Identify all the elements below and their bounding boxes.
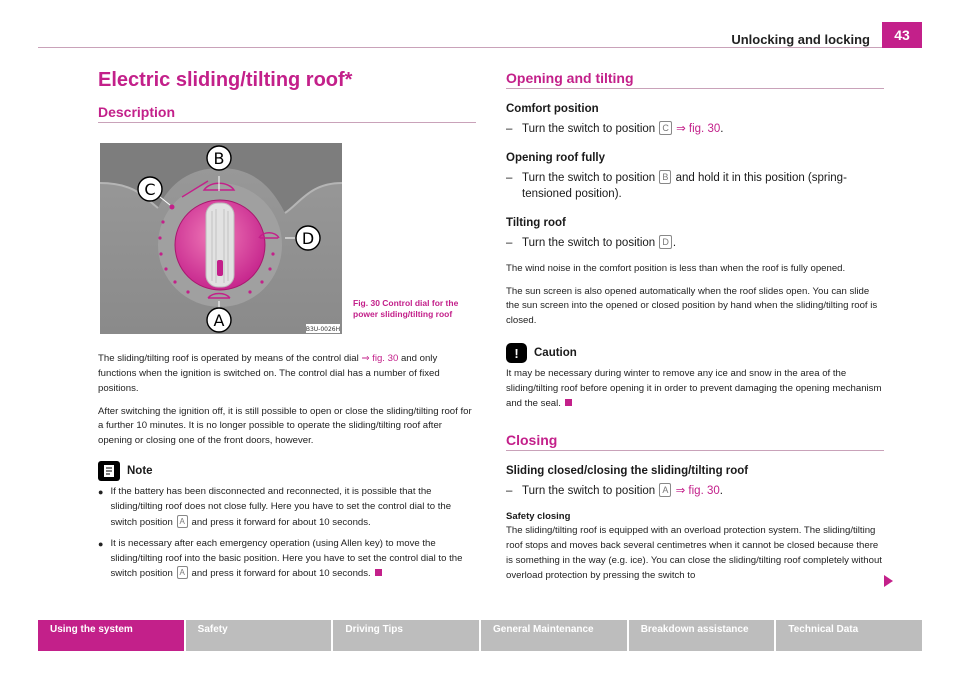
continue-arrow-icon xyxy=(884,575,893,587)
comfort-title: Comfort position xyxy=(506,103,599,115)
tilting-step: – Turn the switch to position D . xyxy=(506,237,677,250)
closing-heading: Closing xyxy=(506,431,558,448)
running-head: Unlocking and locking xyxy=(731,32,870,47)
comfort-step: – Turn the switch to position C ⇒ fig. 30. xyxy=(506,123,724,135)
heading-rule xyxy=(506,88,884,89)
description-text xyxy=(98,352,476,449)
control-dial-figure xyxy=(100,143,342,334)
opening-heading: Opening and tilting xyxy=(506,70,634,86)
nav-safety[interactable]: Safety xyxy=(186,620,332,651)
position-a-badge: A xyxy=(177,566,188,579)
nav-using-the-system[interactable]: Using the system xyxy=(38,620,184,651)
description-heading: Description xyxy=(98,104,176,120)
note-body xyxy=(98,485,476,582)
caution-body: It may be necessary during winter to remove any ice and snow in the area of the sliding/tilting roof before opening it in order to prevent damaging the opening mechanism and the seal. xyxy=(506,368,882,409)
caution-heading: ! Caution xyxy=(506,343,884,363)
left-column xyxy=(98,104,476,588)
tilting-title: Tilting roof xyxy=(506,217,566,230)
figure-30 xyxy=(98,143,476,337)
end-marker xyxy=(375,569,382,576)
paragraph-sunscreen: The sun screen is also opened automatically when the roof slides open. You can slide the sun screen into the opened or closed position by hand when the sliding/tilting roof is closed. xyxy=(506,285,878,327)
paragraph-wind: The wind noise in the comfort position is less than when the roof is fully opened. xyxy=(506,262,846,274)
label-c: C xyxy=(144,180,156,199)
fig-reference-link[interactable]: ⇒ fig. 30 xyxy=(676,123,721,135)
nav-general-maintenance[interactable]: General Maintenance xyxy=(481,620,627,651)
fig-reference-link[interactable]: ⇒ fig. 30 xyxy=(361,353,399,364)
label-b: B xyxy=(213,149,225,168)
position-a-badge: A xyxy=(659,483,671,497)
nav-breakdown-assistance[interactable]: Breakdown assistance xyxy=(629,620,775,651)
closing-title: Sliding closed/closing the sliding/tilting roof xyxy=(506,464,749,477)
figure-code: B3U-0026H xyxy=(305,326,341,333)
heading-rule xyxy=(506,450,884,451)
open-fully-title: Opening roof fully xyxy=(506,151,606,164)
safety-closing-title: Safety closing xyxy=(506,511,571,523)
opening-info xyxy=(506,262,884,329)
end-marker xyxy=(565,399,572,406)
closing-step: – Turn the switch to position A ⇒ fig. 30. xyxy=(506,484,723,497)
caution-icon: ! xyxy=(506,343,527,363)
figure-caption: Fig. 30 Control dial for the power sliding/tilting roof xyxy=(353,298,459,319)
paragraph-operation: The sliding/tilting roof is operated by means of the control dial ⇒ fig. 30 and only functions when the ignition is switched on. The control dial has a number of fixed positions. xyxy=(98,353,440,394)
section-nav xyxy=(38,620,922,651)
page-number: 43 xyxy=(882,22,922,48)
open-fully-step: – Turn the switch to position B and hold it in this position (spring-tensioned position). xyxy=(506,171,847,201)
label-d: D xyxy=(301,229,315,248)
note-bullet: ● It is necessary after each emergency operation (using Allen key) to move the sliding/tilting roof into the basic position. Here you have to set the control dial to the switch position A and press it forward for about 10 seconds. xyxy=(98,537,463,580)
heading-rule xyxy=(98,122,476,123)
position-d-badge: D xyxy=(659,235,672,249)
safety-closing-text: The sliding/tilting roof is equipped with an overload protection system. The sliding/tilting roof stops and moves back several centimetres when it cannot be closed because there is something in the way (e.g. ice). You can close the sliding/tilting roof completely without overload protection by pressing the switch to xyxy=(506,525,882,581)
position-c-badge: C xyxy=(659,121,672,135)
position-a-badge: A xyxy=(177,515,188,528)
nav-driving-tips[interactable]: Driving Tips xyxy=(333,620,479,651)
note-bullet: ● If the battery has been disconnected and reconnected, it is possible that the sliding/tilting roof does not close fully. Here you have to set the control dial to the switch position A and press it forward for about 10 seconds. xyxy=(98,486,452,528)
right-column xyxy=(506,70,884,584)
label-a: A xyxy=(213,311,225,330)
paragraph-timeout: After switching the ignition off, it is still possible to open or close the sliding/tilting roof for a further 10 minutes. It is no longer possible to operate the sliding/tilting roof after opening or closing one of the front doors, however. xyxy=(98,405,472,447)
note-heading: Note xyxy=(98,461,476,481)
note-icon xyxy=(98,461,120,481)
section-title: Electric sliding/tilting roof* xyxy=(98,69,353,91)
nav-technical-data[interactable]: Technical Data xyxy=(776,620,922,651)
header-rule xyxy=(38,47,922,48)
fig-reference-link[interactable]: ⇒ fig. 30 xyxy=(675,484,720,497)
position-b-badge: B xyxy=(659,170,671,184)
